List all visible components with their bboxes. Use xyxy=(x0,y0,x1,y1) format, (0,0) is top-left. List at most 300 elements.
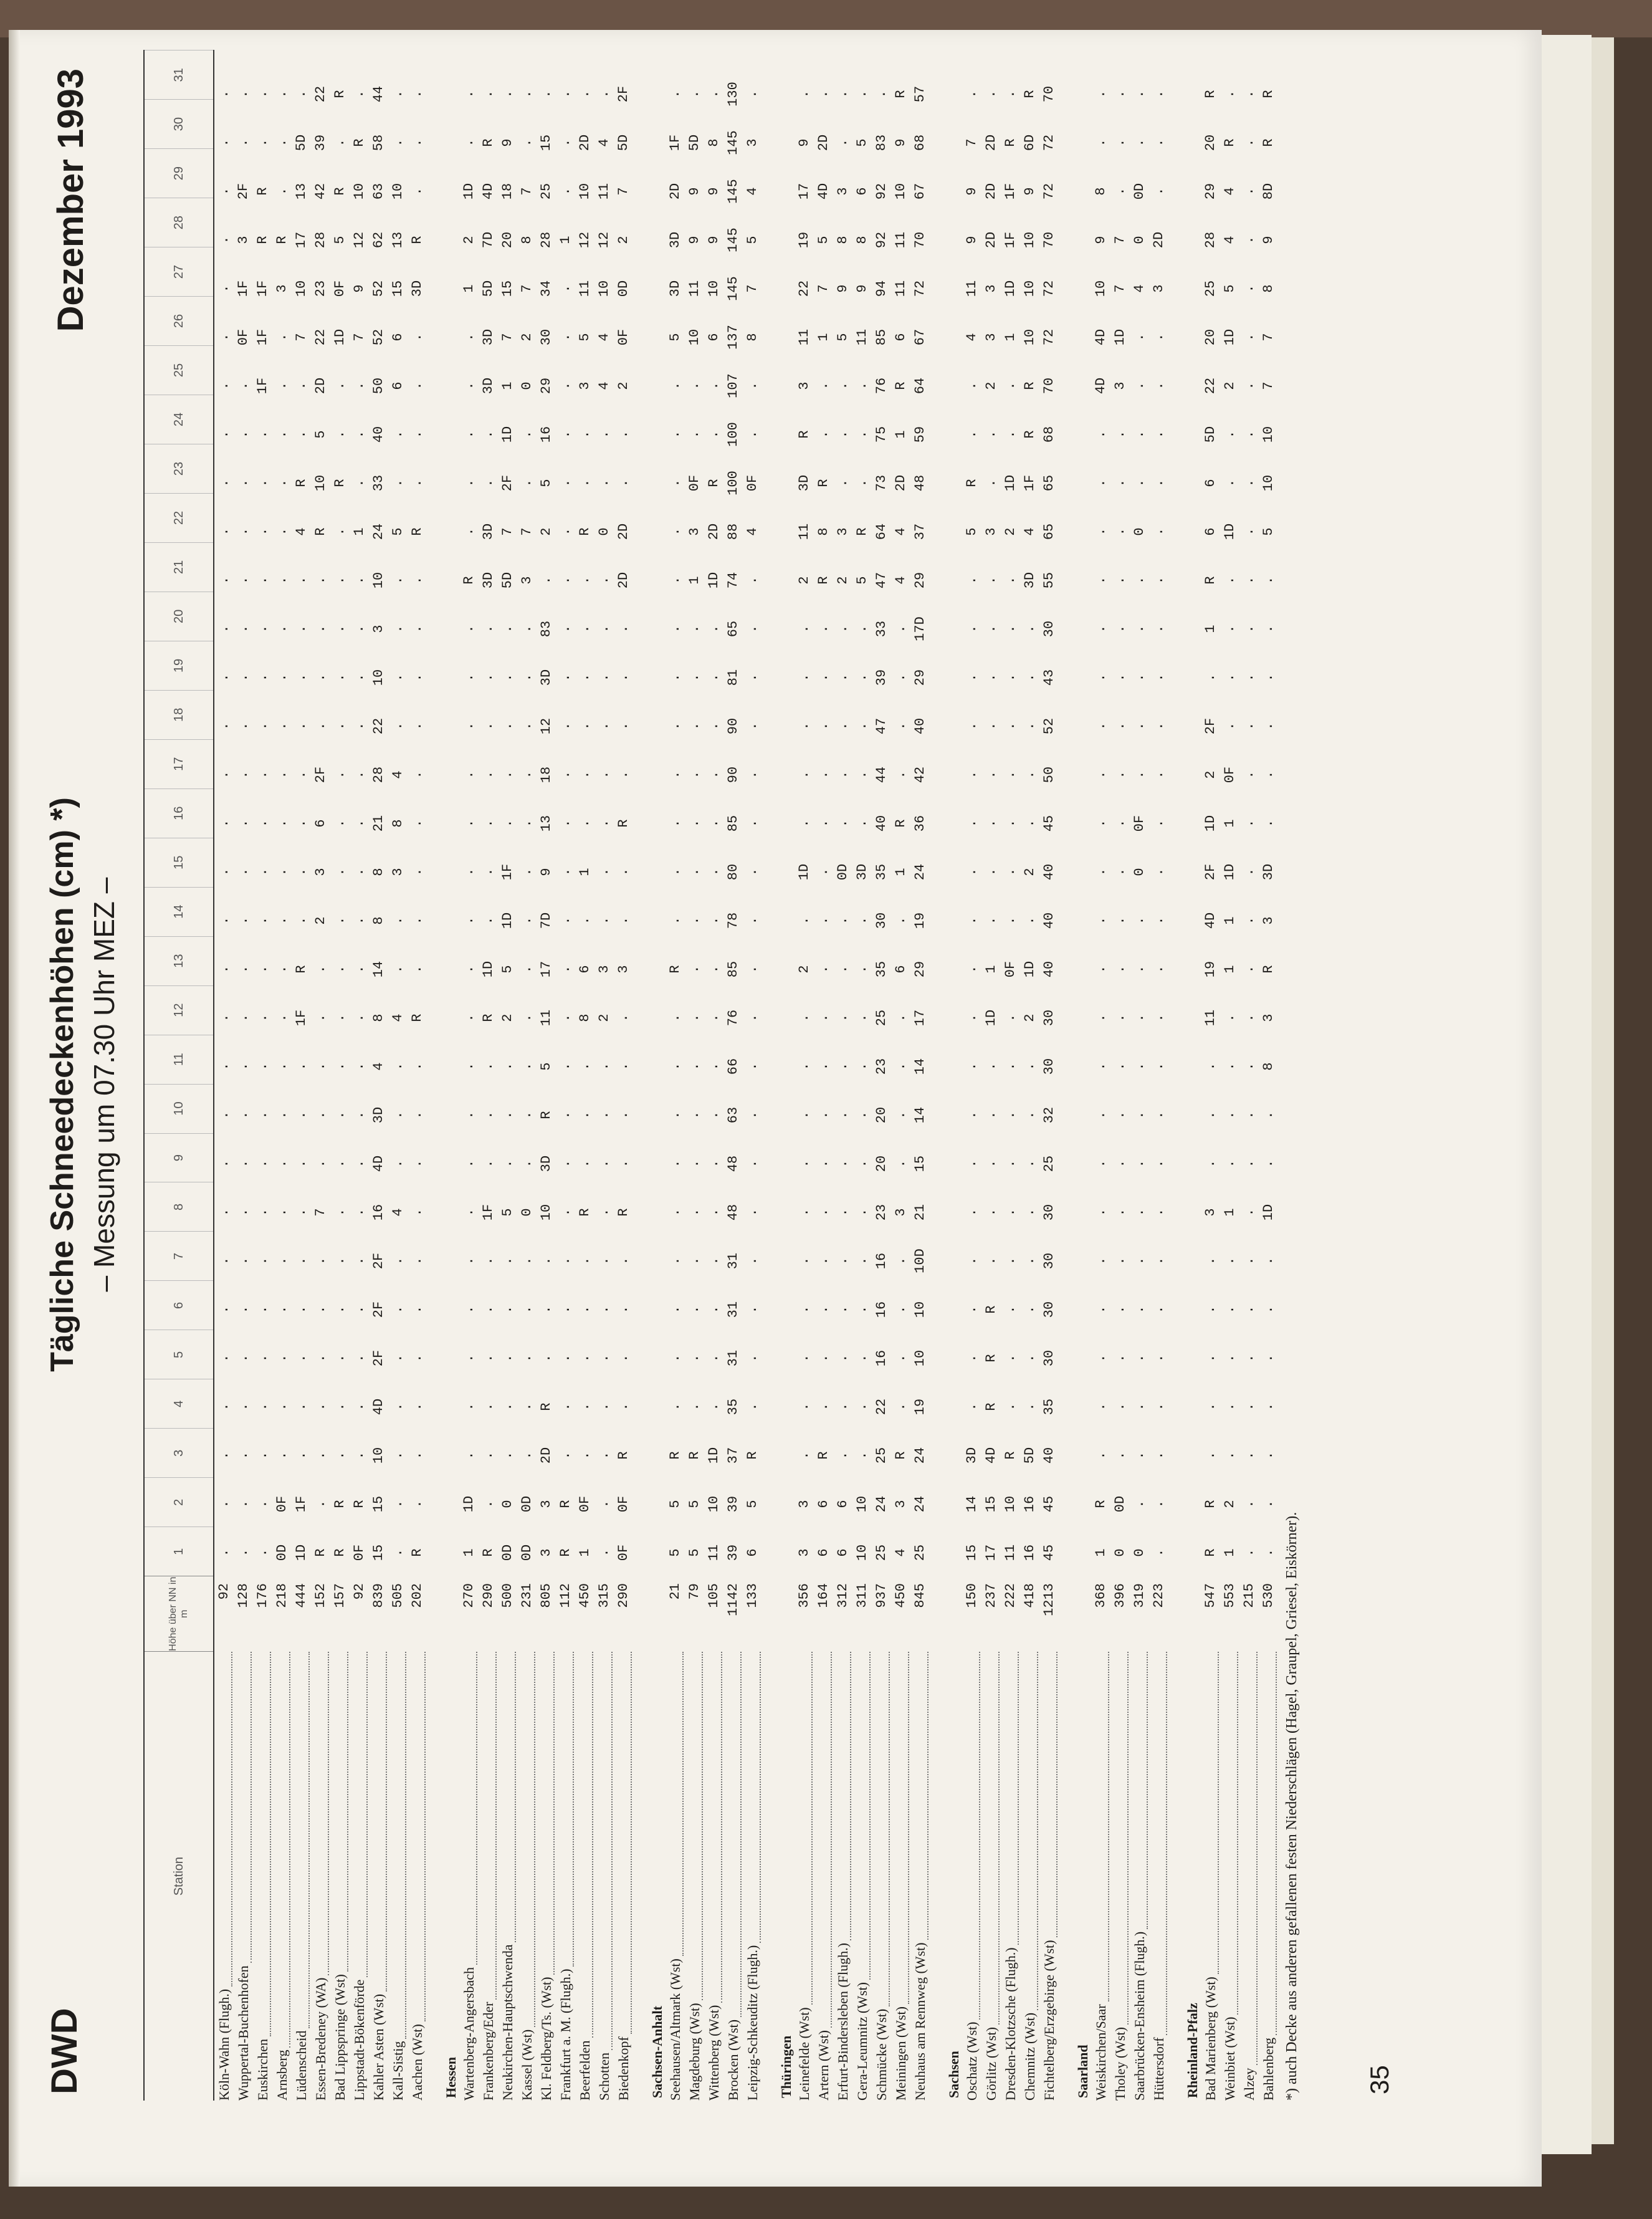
day-value-cell: . xyxy=(519,722,535,731)
day-value-cell: 1D xyxy=(1222,523,1238,540)
day-value-cell: . xyxy=(983,1111,999,1119)
height-cell: 176 xyxy=(255,1583,270,1608)
day-value-cell: 5 xyxy=(538,479,554,487)
day-value-cell: 8 xyxy=(390,819,406,828)
day-value-cell: 5 xyxy=(816,236,831,244)
day-value-cell: . xyxy=(1112,1159,1128,1168)
day-value-cell: 1D xyxy=(1003,474,1018,492)
day-value-cell: 25 xyxy=(1203,280,1218,297)
day-value-cell: . xyxy=(255,1451,270,1460)
day-value-cell: . xyxy=(1203,673,1218,682)
day-value-cell: . xyxy=(1203,1451,1218,1460)
day-value-cell: 85 xyxy=(725,815,741,832)
height-cell: 805 xyxy=(538,1583,554,1608)
day-value-cell: . xyxy=(1003,770,1018,779)
day-value-cell: . xyxy=(964,770,980,779)
day-value-cell: 3D xyxy=(796,474,812,492)
day-value-cell: 1D xyxy=(1112,328,1128,346)
day-value-cell: . xyxy=(1261,1305,1276,1314)
leader-dots xyxy=(480,1652,497,2000)
day-value-cell: 80 xyxy=(725,863,741,881)
height-cell: 1213 xyxy=(1041,1583,1057,1616)
day-value-cell: 22 xyxy=(371,717,386,735)
station-name: Kahler Asten (Wst) xyxy=(371,1991,387,2101)
station-cell xyxy=(1132,1652,1148,2101)
day-value-cell: . xyxy=(1151,1111,1167,1119)
day-value-cell: . xyxy=(667,1014,683,1022)
day-value-cell: R xyxy=(409,1548,425,1557)
leader-dots xyxy=(1132,1652,1148,1929)
day-value-cell: . xyxy=(835,1062,851,1071)
day-value-cell: 10 xyxy=(371,572,386,589)
day-value-cell: . xyxy=(1241,1305,1257,1314)
leader-dots xyxy=(816,1652,832,2028)
day-value-cell: . xyxy=(706,673,722,682)
table-row xyxy=(330,50,350,2101)
column-header-day: 24 xyxy=(145,395,213,444)
day-value-cell: 20 xyxy=(1203,328,1218,346)
day-value-cell: 10 xyxy=(1022,280,1038,297)
day-value-cell: . xyxy=(1022,1305,1038,1314)
station-name: Lüdenscheid xyxy=(294,2028,310,2101)
day-value-cell: . xyxy=(332,965,348,974)
day-value-cell: R xyxy=(332,1500,348,1508)
day-value-cell: . xyxy=(983,479,999,487)
column-header-day: 21 xyxy=(145,542,213,592)
day-value-cell: . xyxy=(1241,1500,1257,1508)
day-value-cell: . xyxy=(519,1451,535,1460)
day-value-cell: . xyxy=(1151,333,1167,342)
station-cell xyxy=(706,1652,722,2101)
day-value-cell: 10D xyxy=(912,1248,928,1273)
day-value-cell: 7 xyxy=(616,187,631,196)
day-value-cell: . xyxy=(1093,1159,1109,1168)
day-value-cell: 2D xyxy=(313,377,328,395)
day-value-cell: 9 xyxy=(687,236,702,244)
leader-dots xyxy=(409,1652,426,2021)
day-value-cell: 6D xyxy=(1022,134,1038,151)
day-value-cell: . xyxy=(1003,625,1018,633)
column-header-day: 28 xyxy=(145,198,213,247)
day-value-cell: 12 xyxy=(596,231,612,249)
day-value-cell: . xyxy=(332,576,348,585)
day-value-cell: . xyxy=(596,673,612,682)
day-value-cell: 2F xyxy=(371,1301,386,1318)
day-value-cell: . xyxy=(390,1111,406,1119)
day-value-cell: . xyxy=(216,236,232,244)
table-row xyxy=(537,50,556,2101)
day-value-cell: . xyxy=(596,479,612,487)
day-value-cell: . xyxy=(480,1500,496,1508)
day-value-cell: R xyxy=(558,1500,573,1508)
day-value-cell: 23 xyxy=(874,1204,889,1221)
day-value-cell: R xyxy=(983,1402,999,1411)
day-value-cell: 5 xyxy=(313,430,328,439)
day-value-cell: 30 xyxy=(1041,1058,1057,1075)
day-value-cell: 1D xyxy=(1003,280,1018,297)
day-value-cell: . xyxy=(596,430,612,439)
day-value-cell: . xyxy=(1132,673,1147,682)
day-value-cell: 6 xyxy=(816,1500,831,1508)
day-value-cell: 36 xyxy=(912,815,928,832)
day-value-cell: R xyxy=(893,90,909,98)
station-cell xyxy=(616,1652,632,2101)
day-value-cell: . xyxy=(1093,673,1109,682)
day-value-cell: . xyxy=(1132,770,1147,779)
day-value-cell: . xyxy=(216,1014,232,1022)
page-title: Tägliche Schneedeckenhöhen (cm) *) xyxy=(44,797,80,1372)
leader-dots xyxy=(983,1652,1000,2025)
day-value-cell: . xyxy=(1222,1402,1238,1411)
height-cell: 312 xyxy=(835,1583,851,1608)
day-value-cell: 4D xyxy=(983,1447,999,1464)
day-value-cell: . xyxy=(351,819,367,828)
station-name: Wittenberg (Wst) xyxy=(706,2003,722,2101)
group-title: Thüringen xyxy=(778,2035,794,2098)
day-value-cell: . xyxy=(1112,576,1128,585)
day-value-cell: . xyxy=(816,381,831,390)
day-value-cell: 7 xyxy=(1112,284,1128,293)
day-value-cell: . xyxy=(332,819,348,828)
day-value-cell: 8 xyxy=(816,527,831,536)
day-value-cell: . xyxy=(893,770,909,779)
day-value-cell: . xyxy=(1093,1451,1109,1460)
day-value-cell: 0F xyxy=(236,328,251,346)
day-value-cell: . xyxy=(706,1208,722,1217)
day-value-cell: 1D xyxy=(461,183,477,200)
day-value-cell: 20 xyxy=(874,1106,889,1124)
day-value-cell: 11 xyxy=(893,231,909,249)
day-value-cell: 30 xyxy=(1041,1301,1057,1318)
day-value-cell: 18 xyxy=(500,183,515,200)
day-value-cell: . xyxy=(706,722,722,731)
day-value-cell: . xyxy=(461,673,477,682)
station-name: Neukirchen-Hauptschwenda xyxy=(500,1942,516,2101)
day-value-cell: . xyxy=(409,770,425,779)
day-value-cell: . xyxy=(351,868,367,876)
day-value-cell: . xyxy=(687,868,702,876)
day-value-cell: . xyxy=(687,722,702,731)
station-cell xyxy=(816,1652,832,2101)
station-cell xyxy=(216,1652,232,2101)
day-value-cell: . xyxy=(1093,868,1109,876)
day-value-cell: 10 xyxy=(351,183,367,200)
day-value-cell: 2 xyxy=(1003,527,1018,536)
day-value-cell: R xyxy=(480,1548,496,1557)
day-value-cell: 5 xyxy=(854,576,870,585)
day-value-cell: 1D xyxy=(500,912,515,929)
day-value-cell: 10 xyxy=(1022,328,1038,346)
day-value-cell: . xyxy=(1261,1451,1276,1460)
day-value-cell: . xyxy=(274,479,290,487)
day-value-cell: 2 xyxy=(596,1014,612,1022)
day-value-cell: 32 xyxy=(1041,1106,1057,1124)
day-value-cell: 25 xyxy=(538,183,554,200)
day-value-cell: 92 xyxy=(874,231,889,249)
day-value-cell: 1F xyxy=(480,1204,496,1221)
day-value-cell: . xyxy=(332,527,348,536)
day-value-cell: . xyxy=(409,1111,425,1119)
column-header-day: 20 xyxy=(145,592,213,641)
day-value-cell: . xyxy=(255,673,270,682)
day-value-cell: . xyxy=(1241,819,1257,828)
day-value-cell: 3 xyxy=(1203,1208,1218,1217)
day-value-cell: . xyxy=(294,819,309,828)
day-value-cell: 29 xyxy=(538,377,554,395)
day-value-cell: . xyxy=(1203,1354,1218,1363)
day-value-cell: . xyxy=(983,722,999,731)
day-value-cell: . xyxy=(1241,1548,1257,1557)
day-value-cell: 4 xyxy=(745,187,760,196)
station-name: Leipzig-Schkeuditz (Flugh.) xyxy=(745,1943,761,2101)
day-value-cell: . xyxy=(854,1305,870,1314)
height-cell: 133 xyxy=(745,1583,760,1608)
group-spacer xyxy=(1059,50,1072,2101)
station-cell xyxy=(1222,1652,1238,2101)
day-value-cell: . xyxy=(519,90,535,98)
day-value-cell: . xyxy=(332,1402,348,1411)
day-value-cell: . xyxy=(409,1062,425,1071)
day-value-cell: . xyxy=(577,479,593,487)
day-value-cell: . xyxy=(313,1062,328,1071)
day-value-cell: 52 xyxy=(1041,717,1057,735)
day-value-cell: 5 xyxy=(538,1062,554,1071)
day-value-cell: R xyxy=(1022,90,1038,98)
book-page-edge-inner xyxy=(1542,35,1592,2154)
day-value-cell: . xyxy=(274,1014,290,1022)
day-value-cell: . xyxy=(409,1354,425,1363)
table-row xyxy=(852,50,872,2101)
day-value-cell: . xyxy=(294,430,309,439)
day-value-cell: . xyxy=(1093,625,1109,633)
day-value-cell: . xyxy=(687,1402,702,1411)
station-name: Hüttersdorf xyxy=(1151,2035,1167,2101)
day-value-cell: . xyxy=(1003,576,1018,585)
day-value-cell: 9 xyxy=(1093,236,1109,244)
day-value-cell: . xyxy=(835,625,851,633)
day-value-cell: . xyxy=(332,770,348,779)
day-value-cell: 65 xyxy=(1041,474,1057,492)
day-value-cell: . xyxy=(1241,1208,1257,1217)
day-value-cell: . xyxy=(480,722,496,731)
height-cell: 450 xyxy=(577,1583,593,1608)
day-value-cell: . xyxy=(596,1451,612,1460)
day-value-cell: 12 xyxy=(351,231,367,249)
day-value-cell: . xyxy=(1112,916,1128,925)
day-value-cell: 3 xyxy=(745,138,760,147)
day-value-cell: 2D xyxy=(706,523,722,540)
day-value-cell: . xyxy=(274,625,290,633)
day-value-cell: . xyxy=(409,1208,425,1217)
day-value-cell: . xyxy=(390,90,406,98)
day-value-cell: . xyxy=(294,673,309,682)
day-value-cell: 24 xyxy=(912,1495,928,1513)
station-cell xyxy=(1041,1652,1058,2101)
station-name: Magdeburg (Wst) xyxy=(687,2000,703,2101)
height-cell: 444 xyxy=(294,1583,309,1608)
day-value-cell: . xyxy=(332,430,348,439)
day-value-cell: . xyxy=(1241,1111,1257,1119)
day-value-cell: R xyxy=(409,527,425,536)
day-value-cell: 4 xyxy=(294,527,309,536)
day-value-cell: . xyxy=(745,916,760,925)
day-value-cell: . xyxy=(351,90,367,98)
day-value-cell: 3D xyxy=(409,280,425,297)
day-value-cell: . xyxy=(964,1014,980,1022)
day-value-cell: . xyxy=(964,381,980,390)
day-value-cell: . xyxy=(480,430,496,439)
day-value-cell: 4D xyxy=(480,183,496,200)
day-value-cell: 5 xyxy=(687,1548,702,1557)
day-value-cell: . xyxy=(236,138,251,147)
day-value-cell: . xyxy=(236,527,251,536)
day-value-cell: . xyxy=(1261,1500,1276,1508)
day-value-cell: . xyxy=(1261,1111,1276,1119)
day-value-cell: . xyxy=(1112,90,1128,98)
day-value-cell: 5 xyxy=(500,1208,515,1217)
day-value-cell: 52 xyxy=(371,328,386,346)
leader-dots xyxy=(1241,1652,1258,2065)
day-value-cell: 137 xyxy=(725,325,741,350)
day-value-cell: 1D xyxy=(983,1009,999,1027)
day-value-cell: . xyxy=(1261,722,1276,731)
day-value-cell: . xyxy=(893,916,909,925)
day-value-cell: 78 xyxy=(725,912,741,929)
snow-depth-table xyxy=(143,50,1278,2101)
day-value-cell: 22 xyxy=(874,1398,889,1416)
station-cell xyxy=(371,1652,387,2101)
day-value-cell: 50 xyxy=(371,377,386,395)
height-cell: 356 xyxy=(796,1583,812,1608)
day-value-cell: 6 xyxy=(893,333,909,342)
table-row xyxy=(1039,50,1059,2101)
day-value-cell: 15 xyxy=(371,1544,386,1561)
day-value-cell: 0F xyxy=(616,1544,631,1561)
day-value-cell: . xyxy=(1222,673,1238,682)
day-value-cell: . xyxy=(480,819,496,828)
day-value-cell: R xyxy=(1203,90,1218,98)
day-value-cell: . xyxy=(236,1402,251,1411)
day-value-cell: . xyxy=(796,770,812,779)
day-value-cell: . xyxy=(558,1062,573,1071)
day-value-cell: . xyxy=(816,1354,831,1363)
day-value-cell: . xyxy=(216,916,232,925)
day-value-cell: . xyxy=(706,916,722,925)
day-value-cell: . xyxy=(255,722,270,731)
day-value-cell: 11 xyxy=(706,1544,722,1561)
station-name: Neuhaus am Rennweg (Wst) xyxy=(912,1940,929,2101)
group-title: Sachsen xyxy=(946,2051,962,2098)
station-name: Kall-Sistig xyxy=(390,2039,406,2101)
day-value-cell: . xyxy=(835,1402,851,1411)
day-value-cell: . xyxy=(964,1402,980,1411)
day-value-cell: . xyxy=(351,1159,367,1168)
day-value-cell: . xyxy=(835,770,851,779)
day-value-cell: 10 xyxy=(854,1495,870,1513)
day-value-cell: 5 xyxy=(1222,284,1238,293)
day-value-cell: . xyxy=(255,1208,270,1217)
day-value-cell: 11 xyxy=(893,280,909,297)
day-value-cell: . xyxy=(687,1257,702,1265)
day-value-cell: . xyxy=(216,284,232,293)
station-name: Bad Lippspringe (Wst) xyxy=(332,1972,348,2101)
day-value-cell: 65 xyxy=(725,620,741,638)
station-cell xyxy=(538,1652,555,2101)
day-value-cell: . xyxy=(796,1062,812,1071)
day-value-cell: 2 xyxy=(461,236,477,244)
day-value-cell: 18 xyxy=(538,766,554,784)
day-value-cell: 58 xyxy=(371,134,386,151)
table-row xyxy=(1239,50,1259,2101)
day-value-cell: . xyxy=(893,1305,909,1314)
day-value-cell: . xyxy=(667,1208,683,1217)
day-value-cell: R xyxy=(1261,90,1276,98)
day-value-cell: 1 xyxy=(351,527,367,536)
day-value-cell: 3D xyxy=(480,328,496,346)
day-value-cell: 4D xyxy=(371,1155,386,1172)
day-value-cell: . xyxy=(255,868,270,876)
day-value-cell: . xyxy=(893,625,909,633)
day-value-cell: . xyxy=(294,1208,309,1217)
table-row xyxy=(1220,50,1239,2101)
day-value-cell: . xyxy=(332,1014,348,1022)
day-value-cell: . xyxy=(1241,1014,1257,1022)
day-value-cell: 3 xyxy=(371,625,386,633)
day-value-cell: . xyxy=(255,819,270,828)
day-value-cell: 30 xyxy=(874,912,889,929)
day-value-cell: . xyxy=(854,1451,870,1460)
day-value-cell: . xyxy=(255,1257,270,1265)
day-value-cell: . xyxy=(1022,1208,1038,1217)
day-value-cell: . xyxy=(667,1111,683,1119)
day-value-cell: . xyxy=(500,673,515,682)
day-value-cell: . xyxy=(616,1014,631,1022)
day-value-cell: 4 xyxy=(893,1548,909,1557)
day-value-cell: . xyxy=(1151,1500,1167,1508)
day-value-cell: . xyxy=(1022,770,1038,779)
day-value-cell: . xyxy=(577,722,593,731)
day-value-cell: 85 xyxy=(874,328,889,346)
station-name: Frankenberg/Eder xyxy=(480,2000,497,2101)
leader-dots xyxy=(519,1652,535,2027)
day-value-cell: . xyxy=(558,1257,573,1265)
day-value-cell: 10 xyxy=(577,183,593,200)
day-value-cell: 40 xyxy=(1041,863,1057,881)
day-value-cell: 37 xyxy=(912,523,928,540)
day-value-cell: . xyxy=(274,527,290,536)
height-cell: 21 xyxy=(667,1583,683,1600)
day-value-cell: 1 xyxy=(461,284,477,293)
day-value-cell: . xyxy=(964,965,980,974)
day-value-cell: 2D xyxy=(893,474,909,492)
station-cell xyxy=(500,1652,516,2101)
day-value-cell: . xyxy=(1132,1111,1147,1119)
day-value-cell: 6 xyxy=(835,1548,851,1557)
column-header-day: 18 xyxy=(145,690,213,739)
day-value-cell: . xyxy=(816,722,831,731)
day-value-cell: . xyxy=(409,916,425,925)
day-value-cell: 39 xyxy=(725,1544,741,1561)
day-value-cell: . xyxy=(796,916,812,925)
day-value-cell: . xyxy=(332,1062,348,1071)
day-value-cell: . xyxy=(835,965,851,974)
day-value-cell: . xyxy=(1151,1062,1167,1071)
day-value-cell: . xyxy=(1003,1402,1018,1411)
day-value-cell: . xyxy=(558,1305,573,1314)
day-value-cell: 15 xyxy=(964,1544,980,1561)
day-value-cell: . xyxy=(274,430,290,439)
day-value-cell: . xyxy=(255,1500,270,1508)
